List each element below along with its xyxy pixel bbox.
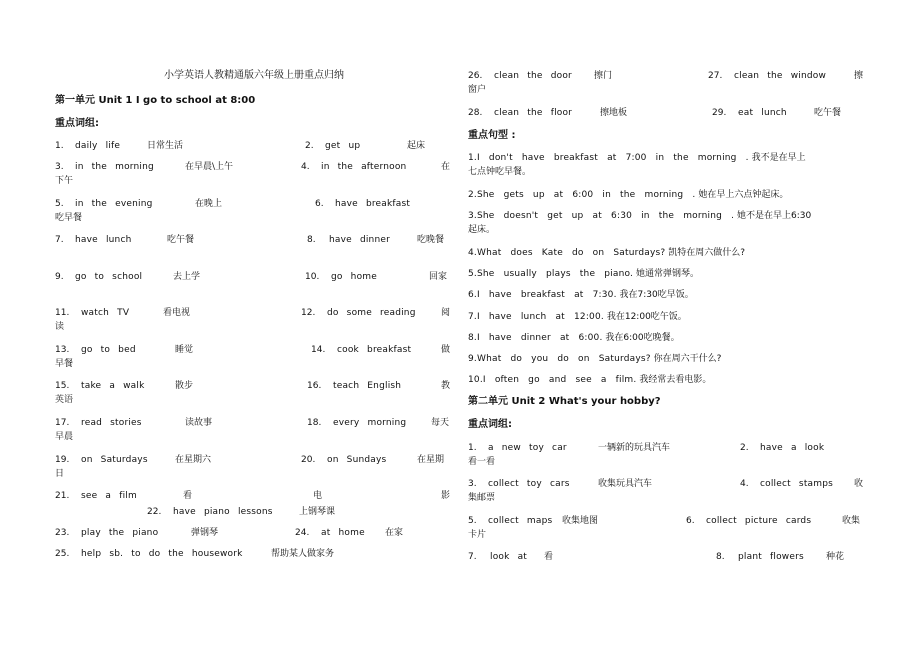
document-title: 小学英语人教精通版六年级上册重点归纳 [164,70,344,81]
sentence-item: 1.I don't have breakfast at 7:00 in the morning . 我不是在早上 七点钟吃早餐。 [468,153,806,177]
unit2-vocab-heading: 重点词组: [468,419,512,430]
sentence-item: 4.What does Kate do on Saturdays? 凯特在周六做什么? [468,248,746,258]
sentence-item: 5.She usually plays the piano. 她通常弹钢琴。 [468,269,699,279]
sentence-item: 9.What do you do on Saturdays? 你在周六干什么? [468,354,722,364]
unit1-heading: 第一单元 Unit 1 I go to school at 8:00 [55,95,256,106]
sentence-item: 2.She gets up at 6:00 in the morning . 她在早上六点钟起床。 [468,190,789,200]
sentence-item: 6.I have breakfast at 7:30. 我在7:30吃早饭。 [468,290,694,300]
sentence-item: 10.I often go and see a film. 我经常去看电影。 [468,375,712,385]
unit1-vocab-heading: 重点词组: [55,118,99,129]
unit1-sentence-heading: 重点句型 : [468,130,516,141]
unit2-heading: 第二单元 Unit 2 What's your hobby? [468,396,661,407]
sentence-item: 3.She doesn't get up at 6:30 in the morning . 她不是在早上6:30 起床。 [468,211,812,235]
sentence-item: 8.I have dinner at 6:00. 我在6:00吃晚餐。 [468,333,680,343]
sentence-item: 7.I have lunch at 12:00. 我在12:00吃午饭。 [468,312,687,322]
